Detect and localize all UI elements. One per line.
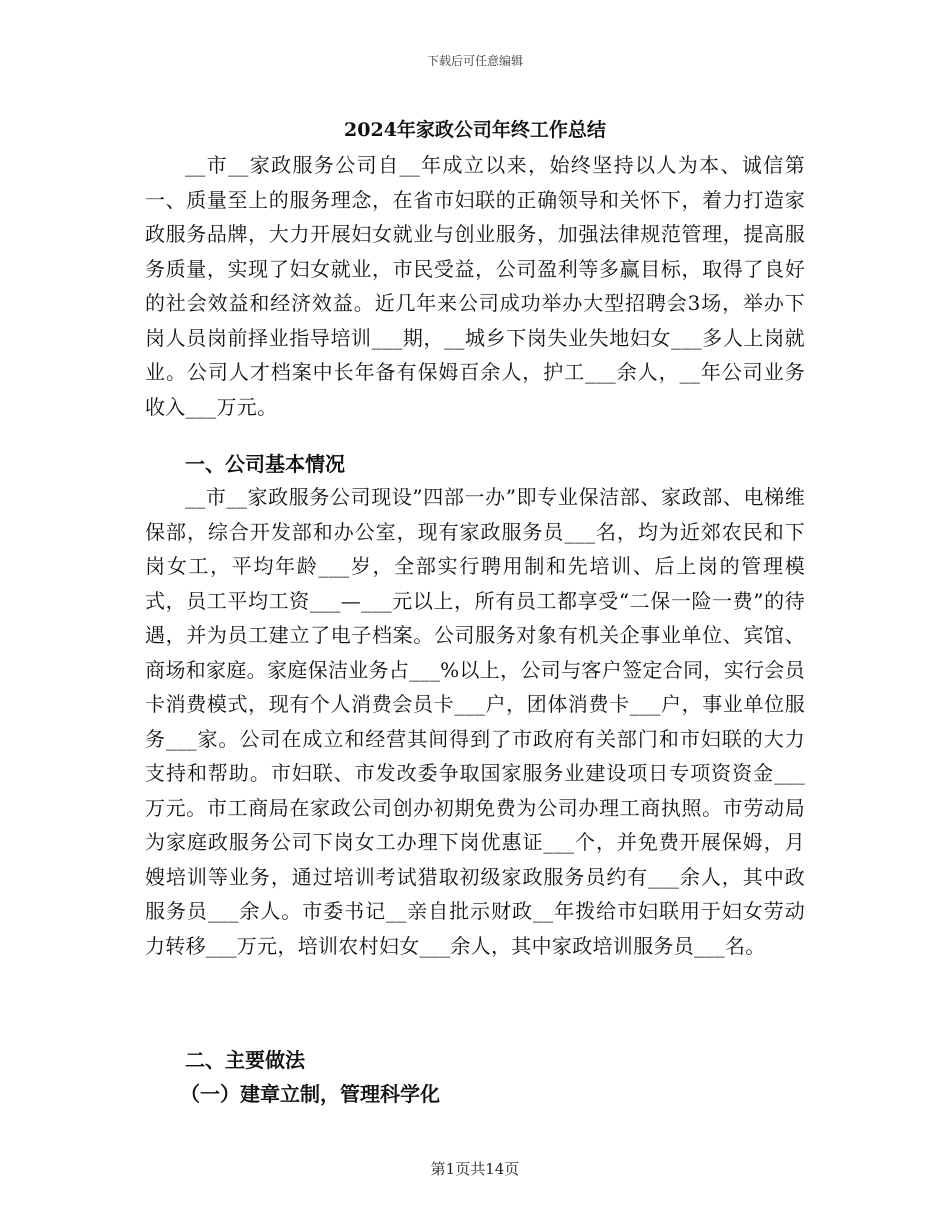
document-title: 2024年家政公司年终工作总结: [344, 119, 606, 141]
download-note: 下载后可任意编辑: [426, 54, 523, 68]
basic-info-paragraph: __市__家政服务公司现设”四部一办”即专业保洁部、家政部、电梯维保部，综合开发部和办公室，现有家政服务员___名，均为近郊农民和下岗女工，平均年龄___岁，全部实行聘用制和先培训、后上岗的管理模式，员工平均工资___—___元以上，所有员工都享受“二保一险一费”的待遇，并为员工建立了电子档案。公司服务对象有机关企事业单位、宾馆、商场和家庭。家庭保洁业务占___%以上，公司与客户签定合同，实行会员卡消费模式，现有个人消费会员卡___户，团体消费卡___户，事业单位服务___家。公司在成立和经营其间得到了市政府有关部门和市妇联的大力支持和帮助。市妇联、市发改委争取国家服务业建设项日专项资资金___万元。市工商局在家政公司创办初期免费为公司办理工商执照。市劳动局为家庭政服务公司下岗女工办理下岗优惠证___个，并免费开展保姆，月嫂培训等业务，通过培训考试猎取初级家政服务员约有___余人，其中政服务员___余人。市委书记__亲自批示财政__年拨给市妇联用于妇女劳动力转移___万元，培训农村妇女___余人，其中家政培训服务员___名。: [145, 485, 805, 958]
section-heading-basic-info: 一、公司基本情况: [185, 452, 345, 476]
basic-info-section: [145, 480, 805, 963]
subsection-heading-regulations: （一）建章立制，管理科学化: [180, 1082, 440, 1106]
page-number: 第1页共14页: [430, 1160, 520, 1178]
section-heading-main-practices: 二、主要做法: [185, 1048, 305, 1072]
intro-paragraph: __市__家政服务公司自__年成立以来，始终坚持以人为本、诚信第一、质量至上的服务理念，在省市妇联的正确领导和关怀下，着力打造家政服务品牌，大力开展妇女就业与创业服务，加强法律规范管理，提高服务质量，实现了妇女就业，市民受益，公司盈利等多赢目标，取得了良好的社会效益和经济效益。近几年来公司成功举办大型招聘会3场，举办下岗人员岗前择业指导培训___期，__城乡下岗失业失地妇女___多人上岗就业。公司人才档案中长年备有保姆百余人，护工___余人，__年公司业务收入___万元。: [145, 153, 805, 419]
intro-section: [145, 148, 805, 424]
